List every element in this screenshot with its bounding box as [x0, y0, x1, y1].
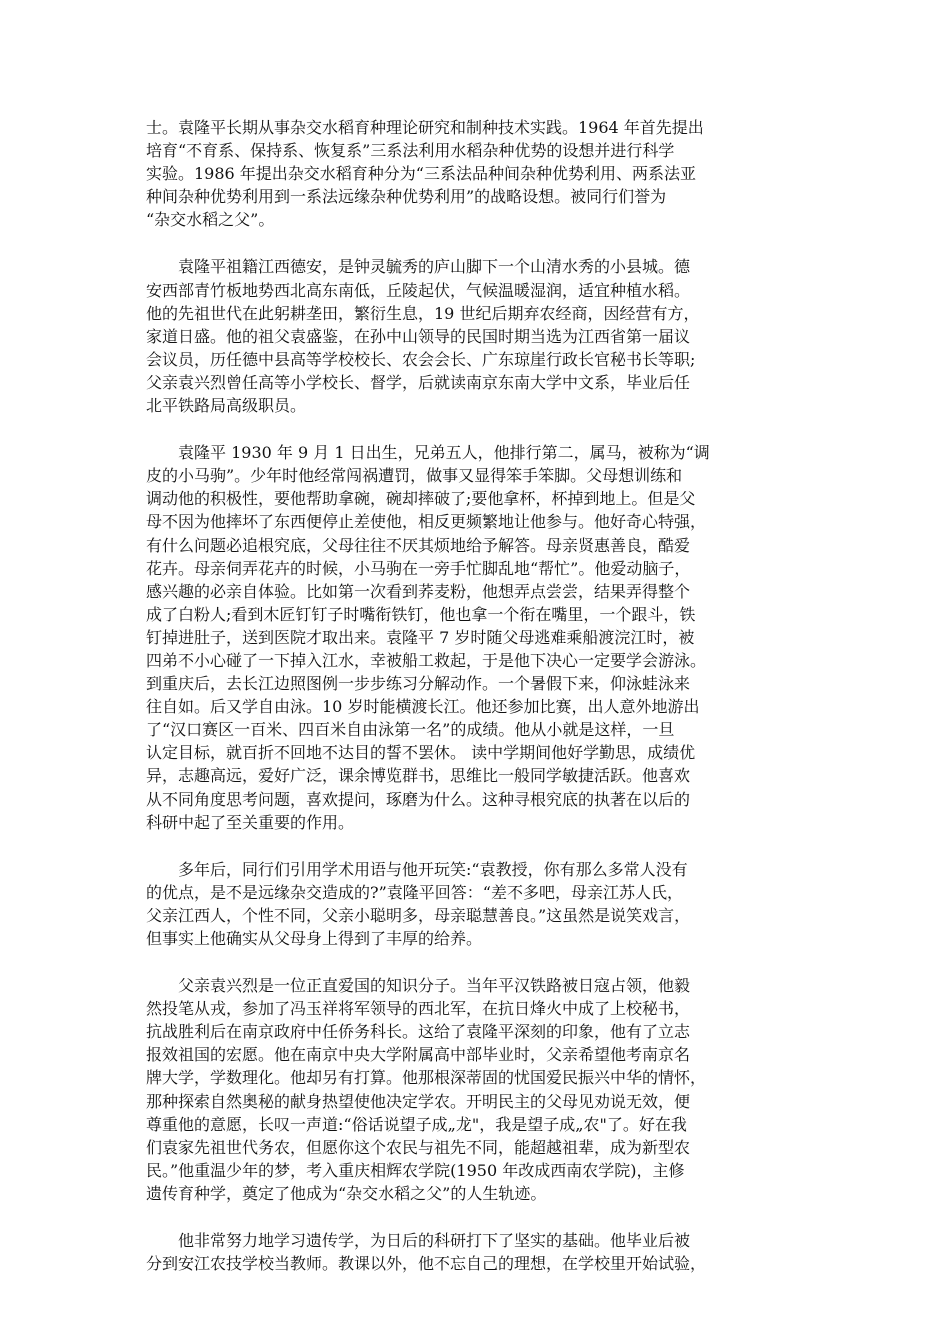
- text-line: 然投笔从戎，参加了冯玉祥将军领导的西北军，在抗日烽火中成了上校秘书，: [146, 999, 691, 1019]
- text-line: 会议员，历任德中县高等学校校长、农会会长、广东琼崖行政长官秘书长等职;: [146, 349, 696, 369]
- text-line: 成了白粉人;看到木匠钉钉子时嘴衔铁钉，他也拿一个衔在嘴里，一个跟斗，铁: [146, 604, 696, 624]
- paragraph: [146, 1229, 806, 1275]
- text-line: 们袁家先祖世代务农，但愿你这个农民与祖先不同，能超越祖辈，成为新型农: [146, 1137, 691, 1157]
- text-line: 牌大学，学数理化。他却另有打算。他那根深蒂固的忧国爱民振兴中华的情怀，: [146, 1068, 707, 1088]
- text-line: 报效祖国的宏愿。他在南京中央大学附属高中部毕业时，父亲希望他考南京名: [146, 1045, 691, 1065]
- text-line: 种间杂种优势利用到一系法远缘杂种优势利用”的战略设想。被同行们誉为: [146, 187, 667, 207]
- paragraph: [146, 441, 806, 834]
- text-line: 袁隆平祖籍江西德安，是钟灵毓秀的庐山脚下一个山清水秀的小县城。德: [178, 257, 691, 277]
- text-line: 调动他的积极性，要他帮助拿碗，碗却摔破了;要他拿杯，杯掉到地上。但是父: [146, 489, 696, 509]
- text-line: 皮的小马驹”。少年时他经常闯祸遭罚，做事又显得笨手笨脚。父母想训练和: [146, 466, 683, 486]
- paragraph: [146, 974, 806, 1205]
- document-page: [146, 116, 806, 1299]
- paragraph: [146, 255, 806, 417]
- text-line: 感兴趣的必亲自体验。比如第一次看到荞麦粉，他想弄点尝尝，结果弄得整个: [146, 581, 691, 601]
- text-line: 袁隆平 1930 年 9 月 1 日出生，兄弟五人，他排行第二，属马，被称为“调: [178, 443, 710, 463]
- text-line: 科研中起了至关重要的作用。: [146, 812, 355, 832]
- text-line: 多年后，同行们引用学术用语与他开玩笑:“袁教授，你有那么多常人没有: [178, 859, 688, 879]
- text-line: 从不同角度思考问题，喜欢提问，琢磨为什么。这种寻根究底的执著在以后的: [146, 789, 691, 809]
- text-line: “杂交水稻之父”。: [146, 210, 275, 230]
- text-line: 家道日盛。他的祖父袁盛鉴，在孙中山领导的民国时期当选为江西省第一届议: [146, 326, 691, 346]
- text-line: 民。”他重温少年的梦，考入重庆相辉农学院(1950 年改成西南农学院)，主修: [146, 1160, 685, 1180]
- text-line: 培育“不育系、保持系、恢复系”三系法利用水稻杂种优势的设想并进行科学: [146, 141, 675, 161]
- text-line: 的优点，是不是远缘杂交造成的?”袁隆平回答：“差不多吧，母亲江苏人氏，: [146, 882, 683, 902]
- text-line: 了“汉口赛区一百米、四百米自由泳第一名”的成绩。他从小就是这样，一旦: [146, 720, 675, 740]
- text-line: 他的先祖世代在此躬耕垄田，繁衍生息，19 世纪后期弃农经商，因经营有方，: [146, 303, 700, 323]
- text-line: 到重庆后，去长江边照图例一步步练习分解动作。一个暑假下来，仰泳蛙泳来: [146, 674, 691, 694]
- text-line: 钉掉进肚子，送到医院才取出来。袁隆平 7 岁时随父母逃难乘船渡浣江时，被: [146, 627, 695, 647]
- text-line: 四弟不小心碰了一下掉入江水，幸被船工救起，于是他下决心一定要学会游泳。: [146, 650, 707, 670]
- text-line: 认定目标，就百折不回地不达目的誓不罢休。 读中学期间他好学勤思，成绩优: [146, 743, 696, 763]
- text-line: 父亲江西人，个性不同，父亲小聪明多，母亲聪慧善良。”这虽然是说笑戏言，: [146, 905, 691, 925]
- paragraph: [146, 858, 806, 950]
- text-line: 花卉。母亲伺弄花卉的时候，小马驹在一旁手忙脚乱地“帮忙”。他爱动脑子，: [146, 558, 691, 578]
- text-line: 父亲袁兴烈曾任高等小学校长、督学，后就读南京东南大学中文系，毕业后任: [146, 372, 691, 392]
- text-line: 分到安江农技学校当教师。教课以外，他不忘自己的理想，在学校里开始试验，: [146, 1254, 707, 1274]
- text-line: 往自如。后又学自由泳。10 岁时能横渡长江。他还参加比赛，出人意外地游出: [146, 697, 700, 717]
- text-line: 遗传育种学，奠定了他成为“杂交水稻之父”的人生轨迹。: [146, 1183, 547, 1203]
- text-line: 北平铁路局高级职员。: [146, 396, 307, 416]
- text-line: 异，志趣高远，爱好广泛，课余博览群书，思维比一般同学敏捷活跃。他喜欢: [146, 766, 691, 786]
- paragraph: [146, 116, 806, 231]
- text-line: 有什么问题必追根究底，父母往往不厌其烦地给予解答。母亲贤惠善良，酷爱: [146, 535, 691, 555]
- text-line: 安西部青竹板地势西北高东南低，丘陵起伏，气候温暖湿润，适宜种植水稻。: [146, 280, 691, 300]
- text-line: 他非常努力地学习遗传学，为日后的科研打下了坚实的基础。他毕业后被: [178, 1231, 691, 1251]
- text-line: 那种探索自然奥秘的献身热望使他决定学农。开明民主的父母见劝说无效，便: [146, 1091, 691, 1111]
- text-line: 抗战胜利后在南京政府中任侨务科长。这给了袁隆平深刻的印象，他有了立志: [146, 1022, 691, 1042]
- text-line: 但事实上他确实从父母身上得到了丰厚的给养。: [146, 929, 483, 948]
- text-line: 母不因为他摔坏了东西便停止差使他，相反更频繁地让他参与。他好奇心特强，: [146, 512, 707, 532]
- text-line: 士。袁隆平长期从事杂交水稻育种理论研究和制种技术实践。1964 年首先提出: [146, 118, 704, 137]
- text-line: 实验。1986 年提出杂交水稻育种分为“三系法品种间杂种优势利用、两系法亚: [146, 164, 696, 184]
- text-line: 尊重他的意愿，长叹一声道:“俗话说望子成„龙"，我是望子成„农"了。好在我: [146, 1114, 687, 1134]
- text-line: 父亲袁兴烈是一位正直爱国的知识分子。当年平汉铁路被日寇占领，他毅: [178, 976, 691, 996]
